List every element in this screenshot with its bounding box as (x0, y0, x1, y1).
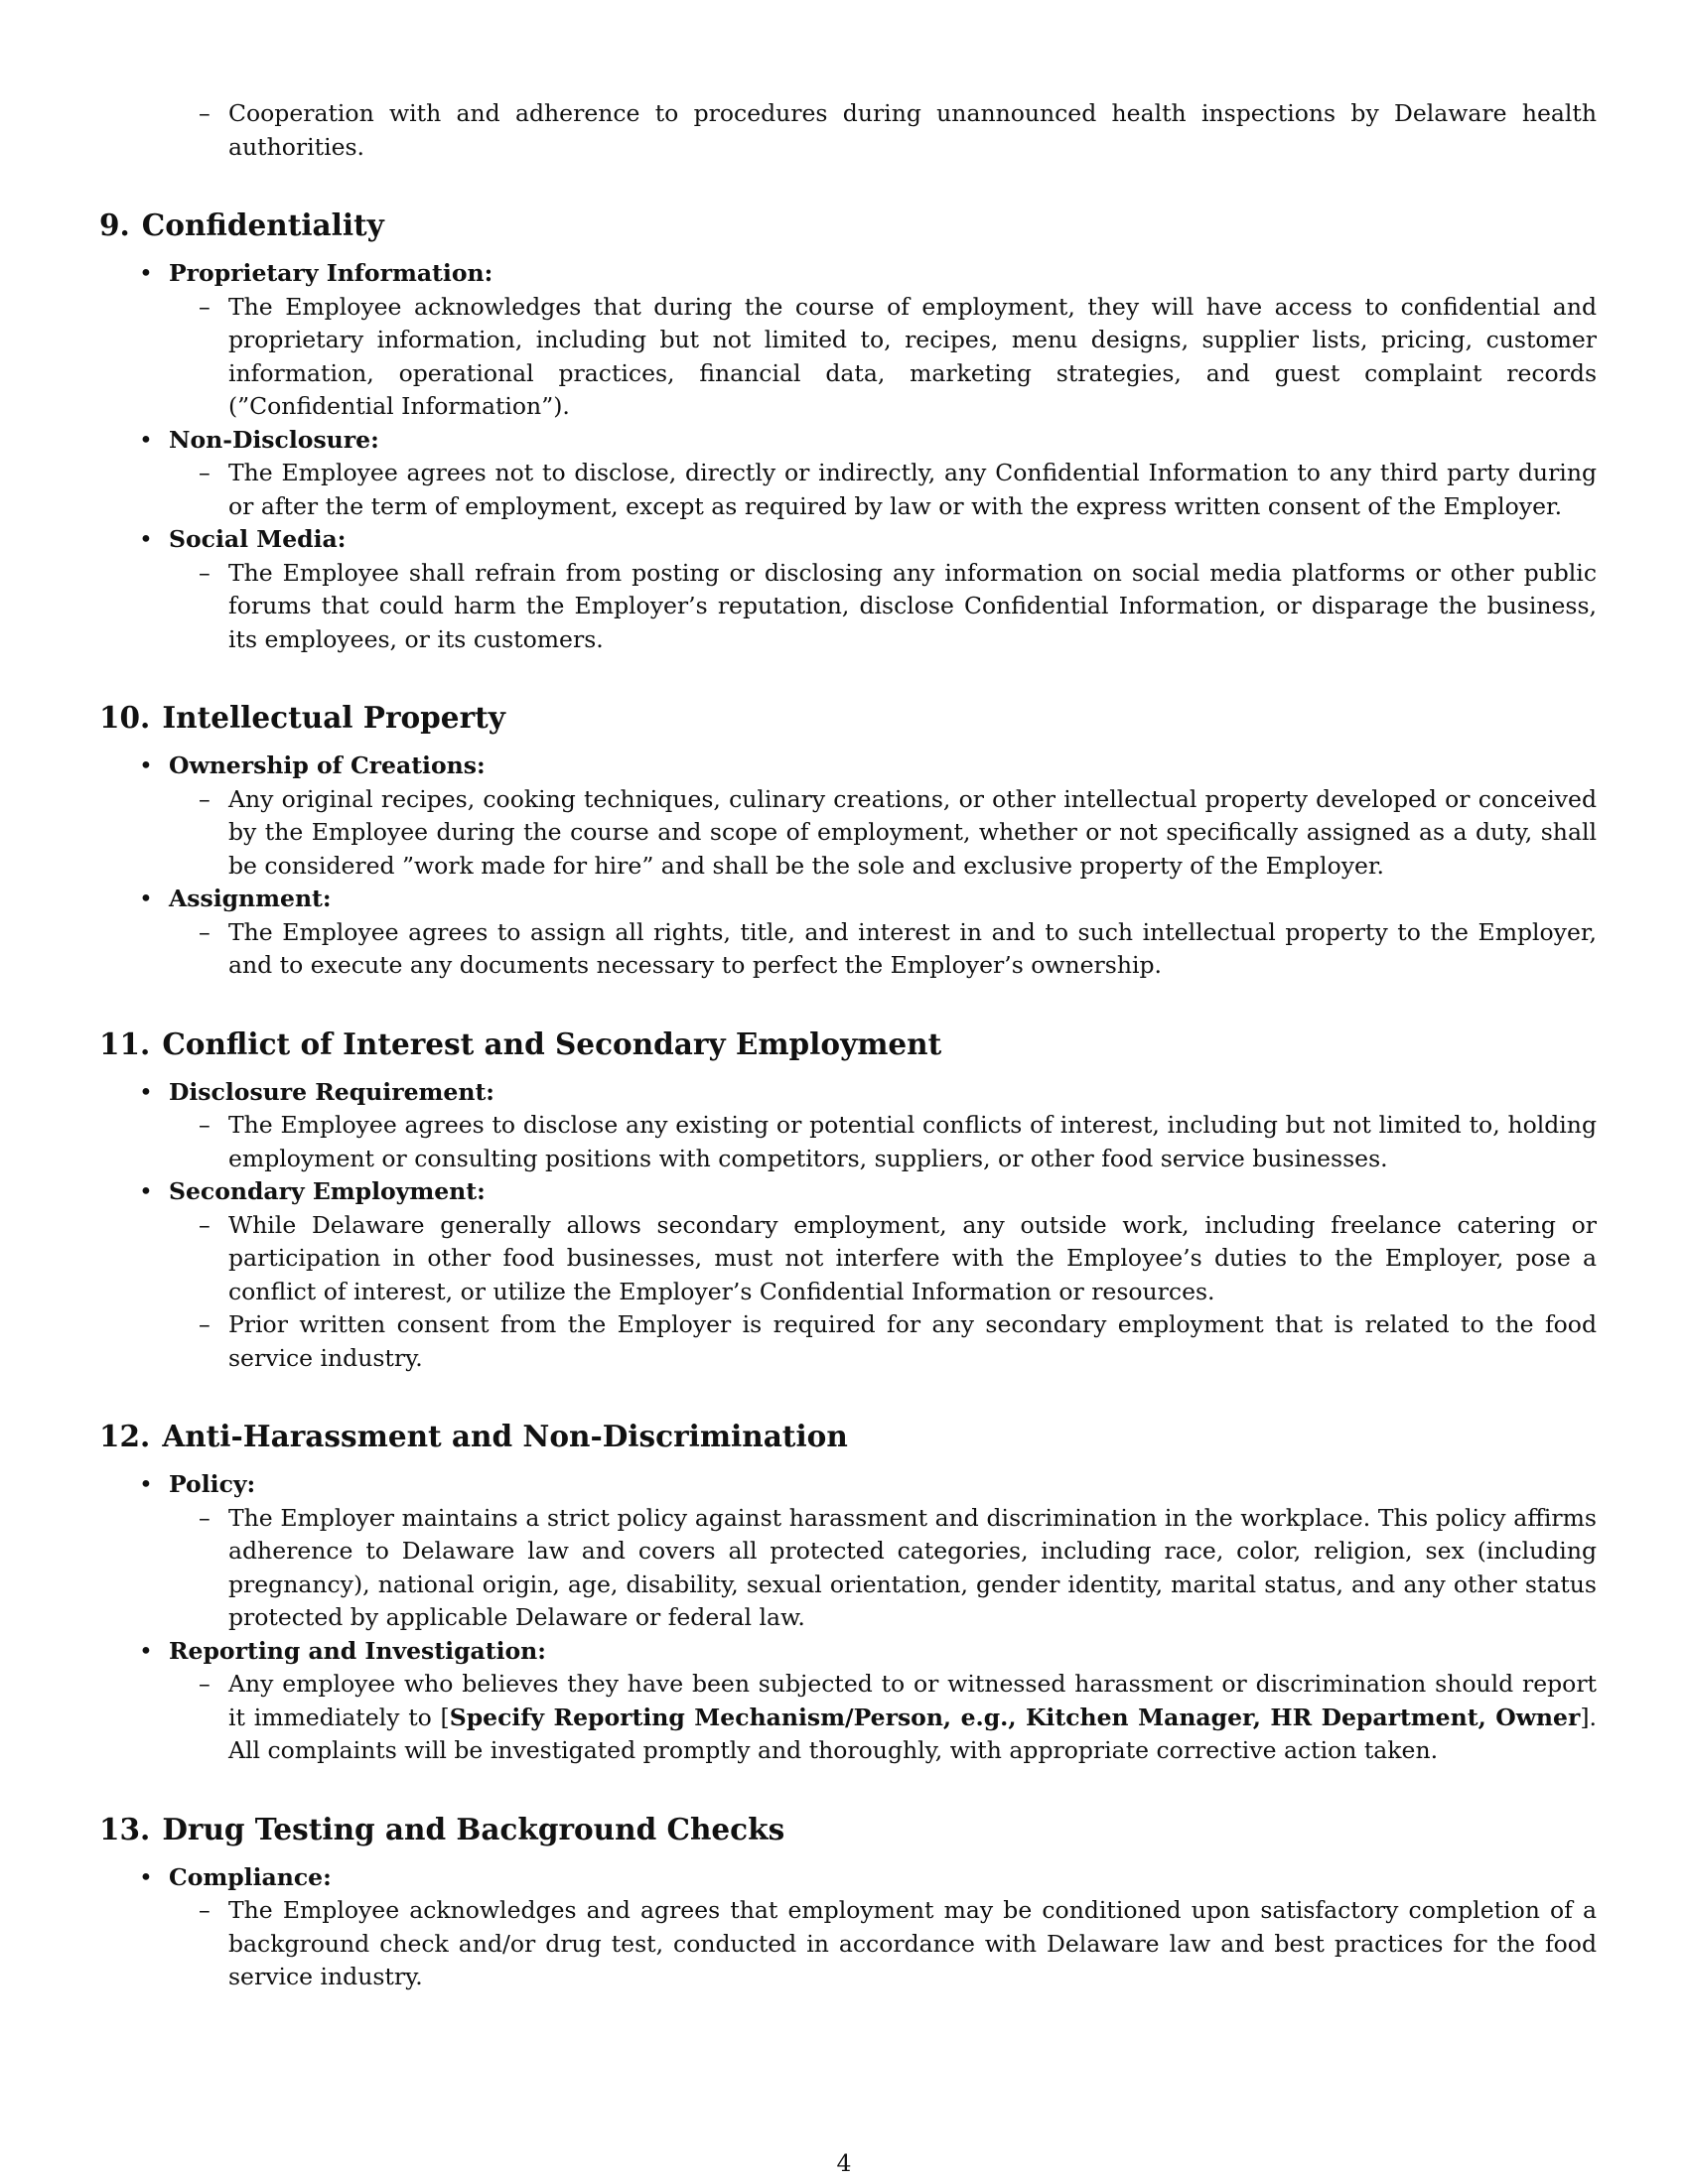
bullet-marker: • (139, 1862, 153, 1891)
section-heading (99, 1810, 1597, 1849)
section-title: Confidentiality (141, 207, 384, 242)
section-number: 10. (99, 700, 151, 735)
list-item-text: Prior written consent from the Employer is required for any secondary employment that is related to the food service industry. (228, 1310, 1597, 1372)
sub-list (99, 916, 1597, 983)
bullet-item (99, 1468, 1597, 1635)
sub-list (99, 1668, 1597, 1768)
list-item-text: The Employee agrees to disclose any existing or potential conflicts of interest, including but not limited to, holding employment or consulting positions with competitors, suppliers, or other food service businesses. (228, 1111, 1597, 1172)
sub-list (99, 291, 1597, 424)
list-item (99, 1209, 1597, 1309)
list-item (99, 1668, 1597, 1768)
bullet-item (99, 257, 1597, 424)
bullet-item (99, 523, 1597, 656)
list-item (99, 1109, 1597, 1175)
bullet-item (99, 750, 1597, 883)
dash-marker: – (199, 99, 211, 127)
list-item-text: ]. All complaints will be investigated promptly and thoroughly, with appropriate corrective action taken. (228, 1703, 1597, 1764)
dash-marker: – (199, 1111, 211, 1139)
dash-marker: – (199, 292, 211, 321)
section-title: Intellectual Property (162, 700, 505, 735)
bullet-marker: • (139, 885, 153, 912)
bullet-list (99, 1861, 1597, 1994)
bullet-item (99, 1175, 1597, 1375)
list-item-text: The Employee acknowledges that during the course of employment, they will have access to confidential and proprietary information, including but not limited to, recipes, menu designs, supplier lists, pricing, customer information, operational practices, financial data, marketing strategies, and guest complaint records (”Confidential Information”). (228, 292, 1597, 420)
bullet-heading (99, 523, 1597, 557)
bullet-list (99, 750, 1597, 983)
bullet-heading (99, 883, 1597, 916)
sub-list (99, 783, 1597, 884)
dash-marker: – (199, 459, 211, 486)
sub-list (99, 1894, 1597, 1994)
section (99, 1810, 1597, 1994)
bullet-item (99, 1861, 1597, 1994)
sub-list (99, 457, 1597, 523)
sections-container (99, 205, 1597, 1994)
bullet-marker: • (139, 259, 153, 287)
list-item (99, 457, 1597, 523)
list-item-text: The Employee agrees to assign all rights, title, and interest in and to such intellectual property to the Employer, and to execute any documents necessary to perfect the Employer’s ownership. (228, 917, 1597, 979)
bullet-heading (99, 1861, 1597, 1895)
list-item-text: Cooperation with and adherence to procedures during unannounced health inspections by Delaware health authorities. (228, 99, 1597, 161)
dash-marker: – (199, 1310, 211, 1338)
dash-marker: – (199, 784, 211, 813)
sub-list (99, 1109, 1597, 1175)
list-item-text: Any original recipes, cooking techniques, culinary creations, or other intellectual property developed or conceived by the Employee during the course and scope of employment, whether or not specifically assigned as a duty, shall be considered ”work made for hire” and shall be the sole and exclusive property of the Employer. (228, 784, 1597, 880)
list-item-text: Any employee who believes they have been subjected to or witnessed harassment or discrimination should report it immediately to [ (228, 1670, 1597, 1731)
list-item (99, 97, 1597, 164)
list-item-text: The Employer maintains a strict policy against harassment and discrimination in the workplace. This policy affirms adherence to Delaware law and covers all protected categories, including race, color, religion, sex (including pregnancy), national origin, age, disability, sexual orientation, gender identity, marital status, and any other status protected by applicable Delaware or federal law. (228, 1503, 1597, 1631)
bullet-marker: • (139, 525, 153, 553)
bullet-label: Assignment: (169, 885, 332, 912)
list-item-text: While Delaware generally allows secondary employment, any outside work, including freelance catering or participation in other food businesses, must not interfere with the Employee’s duties to the Employer, pose a conflict of interest, or utilize the Employer’s Confidential Information or resources. (228, 1210, 1597, 1305)
list-item (99, 291, 1597, 424)
dash-marker: – (199, 1503, 211, 1532)
dash-marker: – (199, 1896, 211, 1924)
section-title: Drug Testing and Background Checks (162, 1811, 785, 1846)
bullet-item (99, 883, 1597, 983)
bullet-label: Compliance: (169, 1862, 332, 1891)
bullet-list (99, 1468, 1597, 1768)
bullet-marker: • (139, 425, 153, 454)
list-item (99, 1308, 1597, 1375)
bullet-heading (99, 1635, 1597, 1669)
section (99, 205, 1597, 656)
bullet-item (99, 424, 1597, 524)
section-number: 11. (99, 1025, 151, 1061)
bullet-label: Disclosure Requirement: (169, 1077, 494, 1106)
section-title: Anti-Harassment and Non-Discrimination (162, 1419, 848, 1453)
section-heading (99, 205, 1597, 245)
bullet-marker: • (139, 751, 153, 779)
list-item (99, 557, 1597, 657)
page-number: 4 (836, 2149, 852, 2177)
section (99, 1417, 1597, 1768)
bullet-item (99, 1076, 1597, 1176)
section-heading (99, 1417, 1597, 1456)
bullet-marker: • (139, 1177, 153, 1205)
bullet-heading (99, 1175, 1597, 1209)
placeholder-text: Specify Reporting Mechanism/Person, e.g., Kitchen Manager, HR Department, Owner (449, 1703, 1581, 1731)
bullet-marker: • (139, 1636, 153, 1665)
bullet-heading (99, 750, 1597, 783)
sub-list (99, 1502, 1597, 1635)
bullet-label: Reporting and Investigation: (169, 1636, 546, 1665)
section-number: 13. (99, 1811, 151, 1846)
section-heading (99, 698, 1597, 738)
list-item (99, 1502, 1597, 1635)
section-heading (99, 1024, 1597, 1064)
bullet-item (99, 1635, 1597, 1768)
bullet-heading (99, 257, 1597, 291)
list-item-text: The Employee agrees not to disclose, directly or indirectly, any Confidential Information to any third party during or after the term of employment, except as required by law or with the express written consent of the Employer. (228, 459, 1597, 520)
bullet-label: Ownership of Creations: (169, 751, 486, 779)
dash-marker: – (199, 1670, 211, 1698)
bullet-heading (99, 1468, 1597, 1502)
bullet-heading (99, 424, 1597, 458)
section (99, 698, 1597, 983)
dash-marker: – (199, 1210, 211, 1239)
document-page (99, 97, 1597, 1994)
bullet-label: Secondary Employment: (169, 1177, 486, 1205)
bullet-label: Social Media: (169, 525, 347, 553)
sub-list (99, 557, 1597, 657)
list-item (99, 1894, 1597, 1994)
bullet-heading (99, 1076, 1597, 1110)
bullet-marker: • (139, 1470, 153, 1498)
section-number: 9. (99, 207, 130, 242)
bullet-label: Policy: (169, 1470, 256, 1498)
bullet-list (99, 1076, 1597, 1376)
dash-marker: – (199, 558, 211, 587)
section-title: Conflict of Interest and Secondary Employment (162, 1025, 942, 1061)
bullet-list (99, 257, 1597, 656)
list-item-text: The Employee shall refrain from posting or disclosing any information on social media platforms or other public forums that could harm the Employer’s reputation, disclose Confidential Information, or disparage the business, its employees, or its customers. (228, 558, 1597, 653)
bullet-marker: • (139, 1077, 153, 1106)
list-item (99, 916, 1597, 983)
section (99, 1024, 1597, 1376)
dash-marker: – (199, 917, 211, 946)
bullet-label: Non-Disclosure: (169, 425, 379, 454)
sub-list (99, 1209, 1597, 1376)
continued-list (99, 97, 1597, 164)
bullet-label: Proprietary Information: (169, 259, 493, 287)
section-number: 12. (99, 1419, 151, 1453)
list-item (99, 783, 1597, 884)
list-item-text: The Employee acknowledges and agrees that employment may be conditioned upon satisfactory completion of a background check and/or drug test, conducted in accordance with Delaware law and best practices for the food service industry. (228, 1896, 1597, 1990)
